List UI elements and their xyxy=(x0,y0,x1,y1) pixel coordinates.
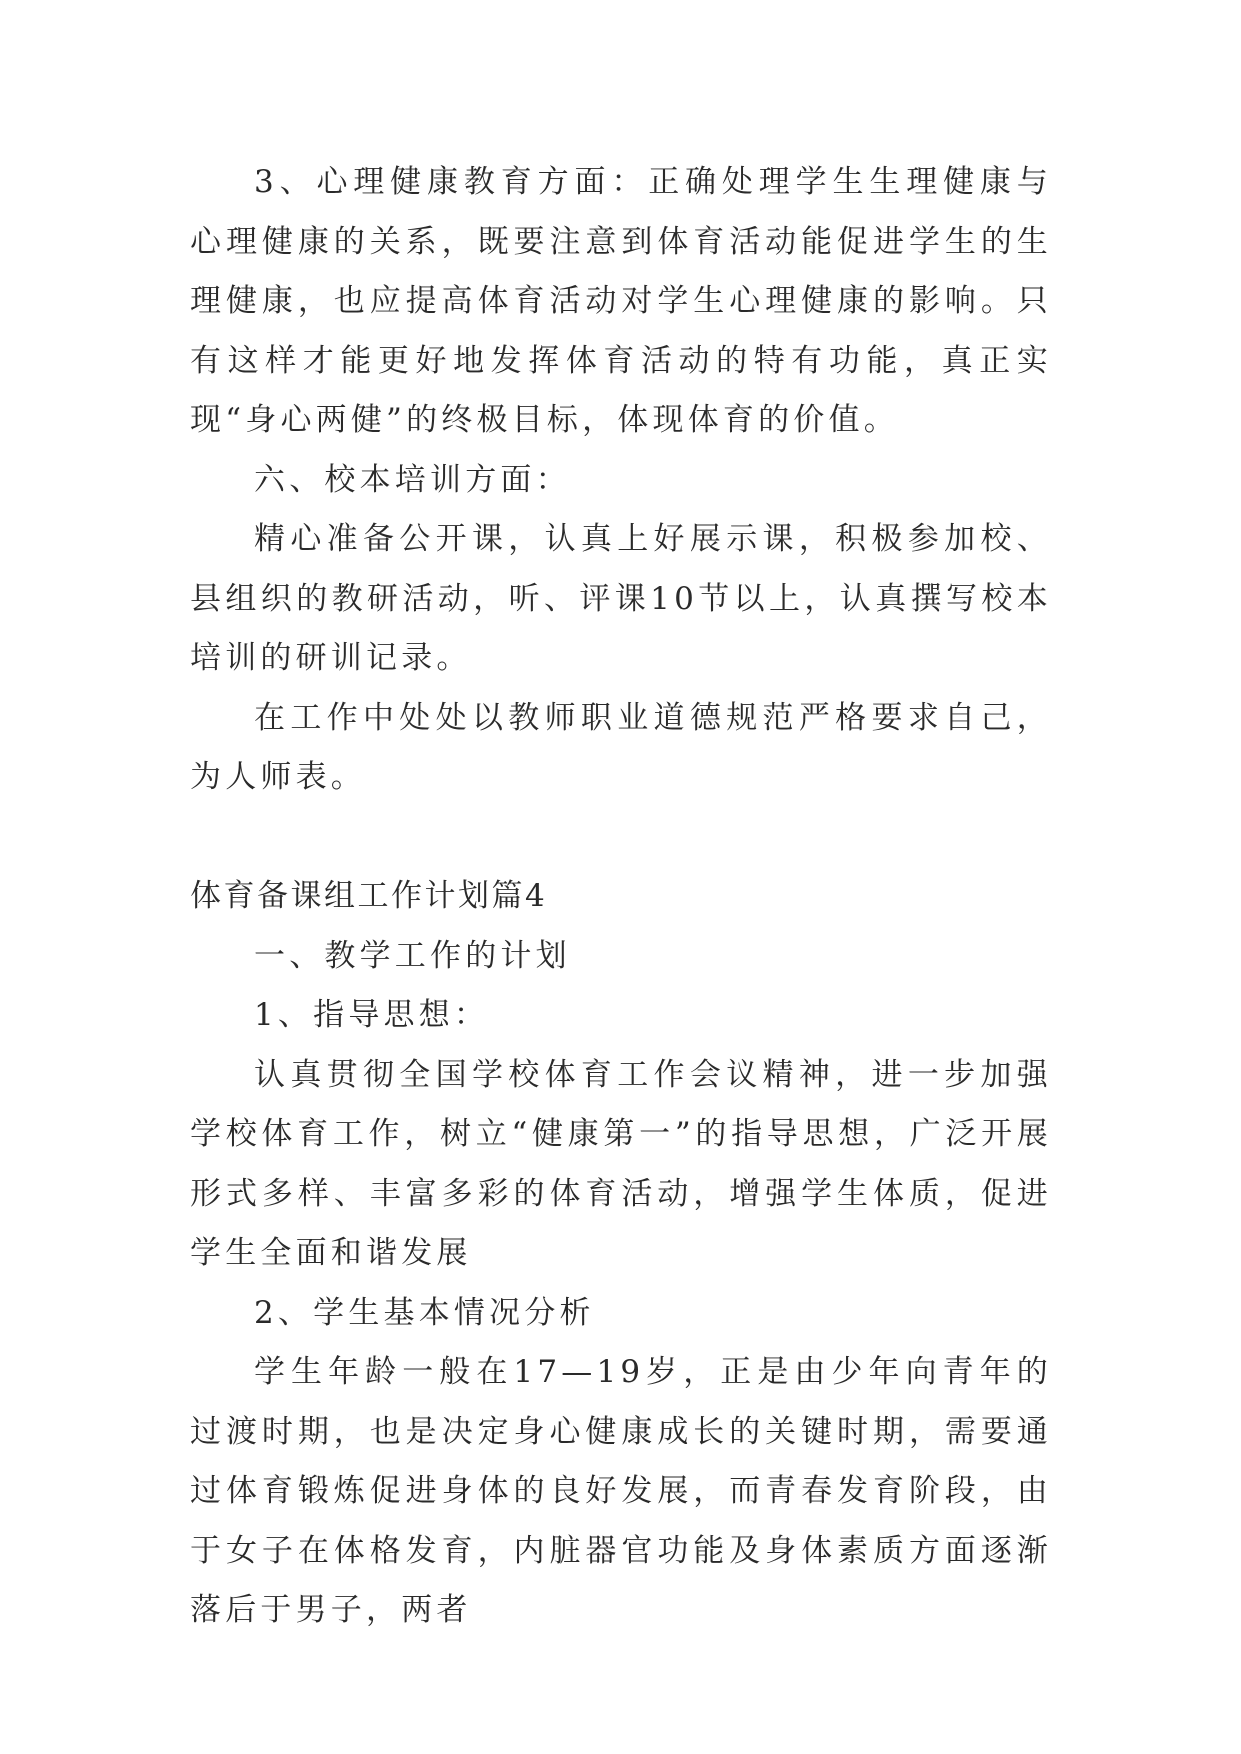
paragraph-professional-ethics: 在工作中处处以教师职业道德规范严格要求自己，为人师表。 xyxy=(190,699,1052,795)
paragraph-guiding-thought-heading: 1、指导思想： xyxy=(254,997,490,1033)
paragraph-teaching-plan-heading: 一、教学工作的计划 xyxy=(254,937,571,974)
paragraph-student-analysis-heading: 2、学生基本情况分析 xyxy=(254,1294,595,1331)
paragraph-mental-health: 3、心理健康教育方面：正确处理学生生理健康与心理健康的关系，既要注意到体育活动能促进学生的生理健康，也应提高体育活动对学生心理健康的影响。只有这样才能更好地发挥体育活动的特有功能，真正实现“身心两健”的终极目标，体现体育的价值。 xyxy=(190,164,1052,438)
paragraph-student-analysis: 学生年龄一般在17—19岁，正是由少年向青年的过渡时期，也是决定身心健康成长的关键时期，需要通过体育锻炼促进身体的良好发展，而青春发育阶段，由于女子在体格发育，内脏器官功能及身体素质方面逐渐落后于男子，两者 xyxy=(190,1354,1052,1628)
document-body xyxy=(190,153,1052,1641)
paragraph-school-training-heading: 六、校本培训方面： xyxy=(254,461,571,498)
section-title: 体育备课组工作计划篇4 xyxy=(190,878,548,914)
paragraph-guiding-thought: 认真贯彻全国学校体育工作会议精神，进一步加强学校体育工作，树立“健康第一”的指导思想，广泛开展形式多样、丰富多彩的体育活动，增强学生体质，促进学生全面和谐发展 xyxy=(190,1056,1052,1271)
paragraph-open-class: 精心准备公开课，认真上好展示课，积极参加校、县组织的教研活动，听、评课10节以上，认真撰写校本培训的研训记录。 xyxy=(190,521,1052,676)
